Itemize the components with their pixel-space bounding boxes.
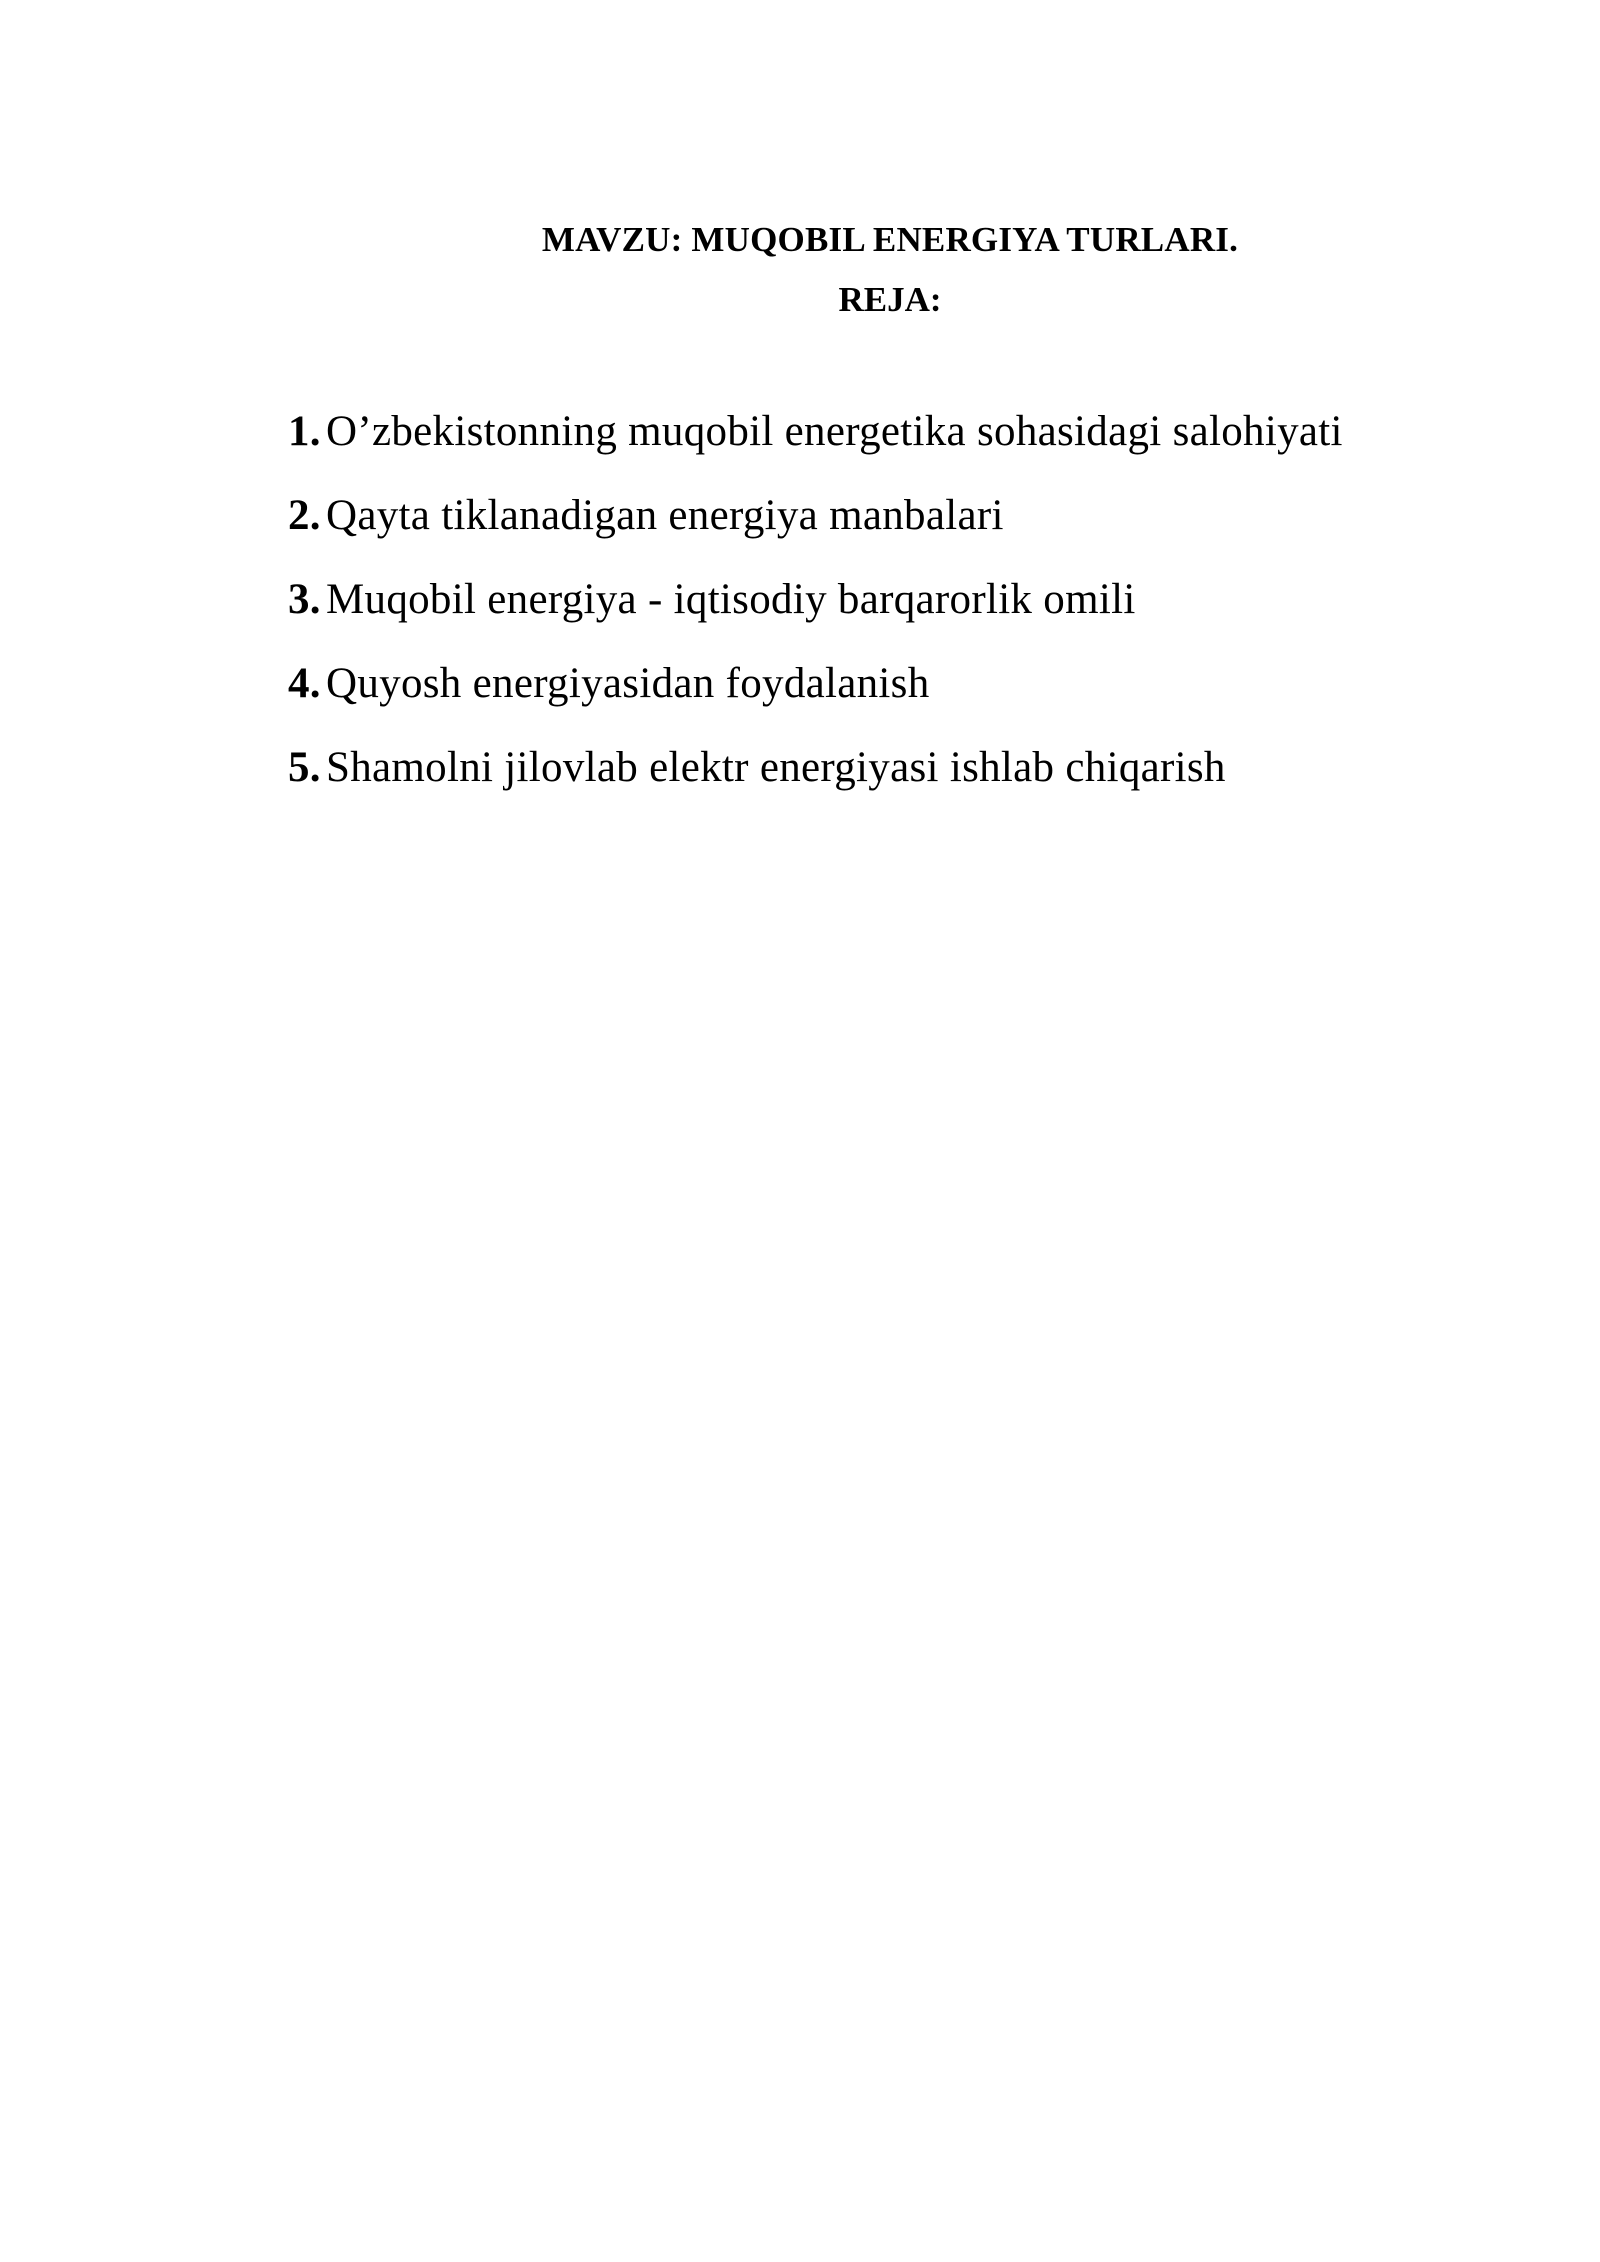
plan-item-4: [288, 654, 1488, 738]
plan-heading: REJA:: [838, 280, 942, 319]
plan-item-number: 5.: [288, 744, 321, 791]
plan-item-number: 3.: [288, 576, 321, 623]
plan-item-text: Shamolni jilovlab elektr energiyasi ishlab chiqarish: [326, 744, 1226, 791]
plan-item-1: [288, 402, 1488, 486]
plan-item-text: Qayta tiklanadigan energiya manbalari: [326, 492, 1004, 539]
plan-item-5: [288, 738, 1488, 822]
plan-item-number: 1.: [288, 408, 321, 455]
document-title: MAVZU: MUQOBIL ENERGIYA TURLARI.: [541, 220, 1239, 259]
plan-item-3: [288, 570, 1488, 654]
plan-item-number: 2.: [288, 492, 321, 539]
plan-item-text: O’zbekistonning muqobil energetika sohasidagi salohiyati: [326, 408, 1343, 455]
plan-item-2: [288, 486, 1488, 570]
plan-item-number: 4.: [288, 660, 321, 707]
plan-item-text: Quyosh energiyasidan foydalanish: [326, 660, 930, 707]
plan-list: [288, 402, 1488, 822]
plan-item-text: Muqobil energiya - iqtisodiy barqarorlik omili: [326, 576, 1136, 623]
